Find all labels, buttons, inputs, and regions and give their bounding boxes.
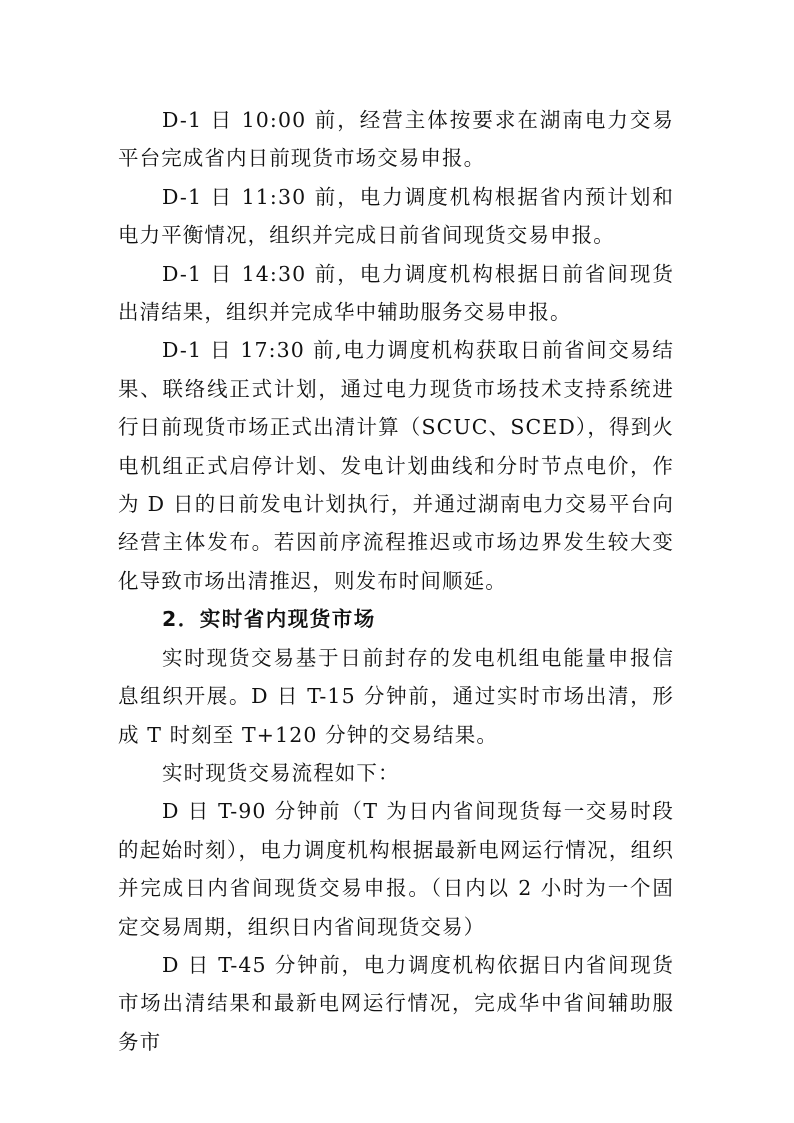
paragraph-d1-1000: D-1 日 10:00 前，经营主体按要求在湖南电力交易平台完成省内日前现货市场交易申报。 <box>118 108 674 171</box>
paragraph-realtime-intro: 实时现货交易基于日前封存的发电机组电能量申报信息组织开展。D 日 T-15 分钟前，通过实时市场出清，形成 T 时刻至 T+120 分钟的交易结果。 <box>118 645 674 747</box>
paragraph-d1-1730: D-1 日 17:30 前,电力调度机构获取日前省间交易结果、联络线正式计划，通过电力现货市场技术支持系统进行日前现货市场正式出清计算（SCUC、SCED），得到火电机组正式启停计划、发电计划曲线和分时节点电价，作为 D 日的日前发电计划执行，并通过湖南电力交易平台向经营主体发布。若因前序流程推迟或市场边界发生较大变化导致市场出清推迟，则发布时间顺延。 <box>118 338 674 593</box>
paragraph-d-t45: D 日 T-45 分钟前，电力调度机构依据日内省间现货市场出清结果和最新电网运行情况，完成华中省间辅助服务市 <box>118 952 674 1054</box>
paragraph-d1-1130: D-1 日 11:30 前，电力调度机构根据省内预计划和电力平衡情况，组织并完成日前省间现货交易申报。 <box>118 184 674 248</box>
section-heading: 2．实时省内现货市场 <box>162 607 376 632</box>
paragraph-d1-1430: D-1 日 14:30 前，电力调度机构根据日前省间现货出清结果，组织并完成华中辅助服务交易申报。 <box>118 261 674 325</box>
document-page <box>118 101 674 1061</box>
paragraph-d-t90: D 日 T-90 分钟前（T 为日内省间现货每一交易时段的起始时刻），电力调度机构根据最新电网运行情况，组织并完成日内省间现货交易申报。（日内以 2 小时为一个固定交易周期，组织日内省间现货交易） <box>118 799 674 939</box>
paragraph-realtime-flow: 实时现货交易流程如下： <box>162 760 400 785</box>
